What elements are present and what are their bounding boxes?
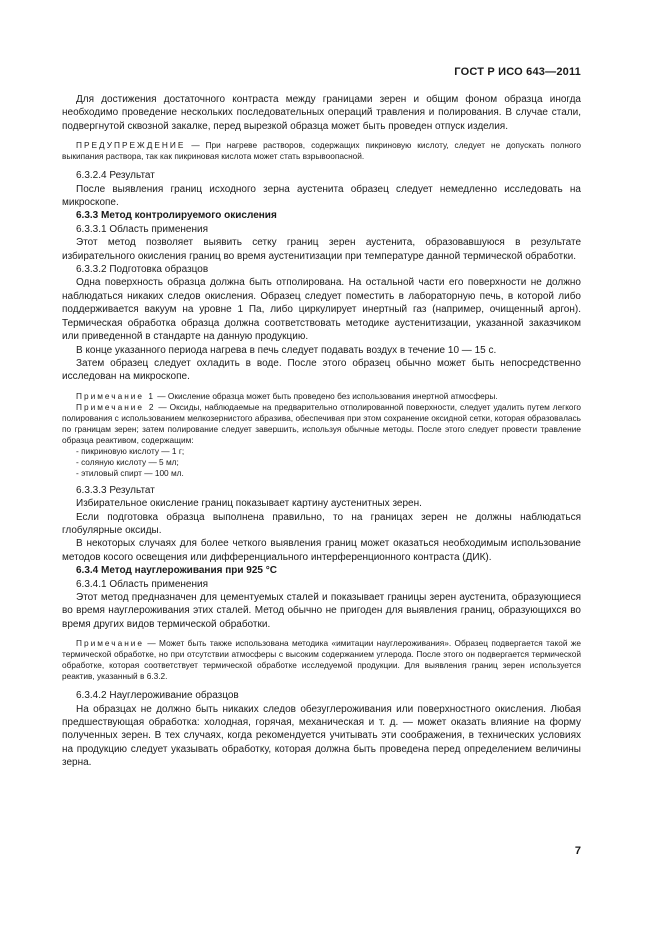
reagent-item: - пикриновую кислоту — 1 г; — [76, 445, 185, 456]
warning-text: — При нагреве растворов, содержащих пикриновую кислоту, следует не допускать полного выкипания раствора, так как пикриновая кислота может стать взрывоопасной. — [62, 140, 581, 162]
document-id: ГОСТ Р ИСО 643—2011 — [454, 66, 581, 78]
section-6-3-3-3-heading: 6.3.3.3 Результат — [76, 484, 155, 496]
section-6-3-2-4-paragraph: После выявления границ исходного зерна аустенита образец следует немедленно исследовать на микроскопе. — [62, 183, 581, 209]
section-6-3-3-2-paragraph-1: Одна поверхность образца должна быть отполирована. На остальной части его поверхности не должно наблюдаться никаких следов окисления. Образец следует поместить в лабораторную печь, в которой либо поддерживается вакуум на уровне 1 Па, либо циркулирует инертный газ (например, очищенный аргон). Термическая обработка образца должна соответствовать методике аустенитизации, указанной заказчиком или приведенной в стандарте на данную продукцию. — [62, 277, 581, 343]
page-content — [62, 93, 581, 770]
section-6-3-3-3-paragraph-2: Если подготовка образца выполнена правильно, то на границах зерен не должны наблюдаться глобулярные оксиды. — [62, 511, 581, 536]
reagent-item: - соляную кислоту — 5 мл; — [76, 456, 179, 467]
note-2 — [62, 402, 581, 446]
note-1 — [62, 391, 581, 402]
section-6-3-4-heading: 6.3.4 Метод науглероживания при 925 °С — [76, 565, 277, 577]
intro-paragraph: Для достижения достаточного контраста между границами зерен и общим фоном образца иногда необходимо проведение нескольких последовательных операций травления и полирования. В случае стали, подвергнутой сквозной закалке, перед вырезкой образца может быть проведен отпуск изделия. — [62, 94, 581, 132]
section-6-3-4-2-paragraph: На образцах не должно быть никаких следов обезуглероживания или поверхностного окисления. Любая предшествующая обработка: холодная, горячая, механическая и т. д. — может оказать влияние на форму полученных зерен. В тех случаях, когда рекомендуется учитывать эти соображения, в технических условиях на продукцию следует указывать обработку, которая должна быть проведена перед определением величины зерна. — [62, 703, 581, 769]
page-number: 7 — [574, 845, 581, 857]
section-6-3-3-3-paragraph-1: Избирательное окисление границ показывает картину аустенитных зерен. — [76, 498, 422, 510]
section-6-3-3-2-heading: 6.3.3.2 Подготовка образцов — [76, 264, 209, 276]
section-6-3-3-1-paragraph: Этот метод позволяет выявить сетку границ зерен аустенита, образовавшуюся в результате избирательного окисления границ во время аустенитизации при температуре данной термической обработки. — [62, 237, 581, 262]
note-1-label: Примечание 1 — [76, 390, 155, 401]
section-6-3-4-1-paragraph: Этот метод предназначен для цементуемых сталей и показывает границы зерен аустенита, образующиеся во время науглероживания этих сталей. Метод обычно не пригоден для выявления границ, образующихся во время других видов термической обработки. — [62, 591, 581, 630]
note-carburizing-label: Примечание — [76, 638, 145, 649]
section-6-3-3-1-heading: 6.3.3.1 Область применения — [76, 223, 208, 235]
section-6-3-3-3-paragraph-3: В некоторых случаях для более четкого выявления границ может оказаться необходимым использование методов косого освещения или дифференциального интерференционного контраста (ДИК). — [62, 538, 581, 563]
section-6-3-3-2-paragraph-3: Затем образец следует охладить в воде. После этого образец обычно может быть непосредственно исследован на микроскопе. — [62, 357, 581, 383]
section-6-3-3-heading: 6.3.3 Метод контролируемого окисления — [76, 210, 277, 222]
section-6-3-4-2-heading: 6.3.4.2 Науглероживание образцов — [76, 690, 239, 702]
section-6-3-2-4-heading: 6.3.2.4 Результат — [76, 170, 155, 182]
note-2-label: Примечание 2 — [76, 401, 156, 412]
note-2-text: — Оксиды, наблюдаемые на предварительно отполированной поверхности, следует удалить путем легкого полирования с использованием мелкозернистого абразива, обеспечивая при этом сохранение оксидной сетки, которая образовалась по границам зерен; затем полирование следует завершить, используя обычные методы. После этого следует провести травление образца реактивом, содержащим: — [62, 401, 581, 445]
note-1-text: — Окисление образца может быть проведено без использования инертной атмосферы. — [154, 390, 498, 401]
warning-label: ПРЕДУПРЕЖДЕНИЕ — [76, 140, 186, 151]
reagent-item: - этиловый спирт — 100 мл. — [76, 467, 184, 478]
section-6-3-3-2-paragraph-2: В конце указанного периода нагрева в печь следует подавать воздух в течение 10 — 15 с. — [76, 344, 497, 356]
section-6-3-4-1-heading: 6.3.4.1 Область применения — [76, 578, 208, 590]
note-carburizing — [62, 638, 581, 682]
note-carburizing-text: — Может быть также использована методика «имитации науглероживания». Образец подвергается такой же термической обработке, но при отсутствии атмосферы с высоким содержанием углерода. После этого он подвергается термической обработке, которая соответствует термической обработке исследуемой продукции. Для выявления границ зерен используется реактив, указанный в 6.3.2. — [62, 638, 581, 682]
warning-note — [62, 140, 581, 162]
